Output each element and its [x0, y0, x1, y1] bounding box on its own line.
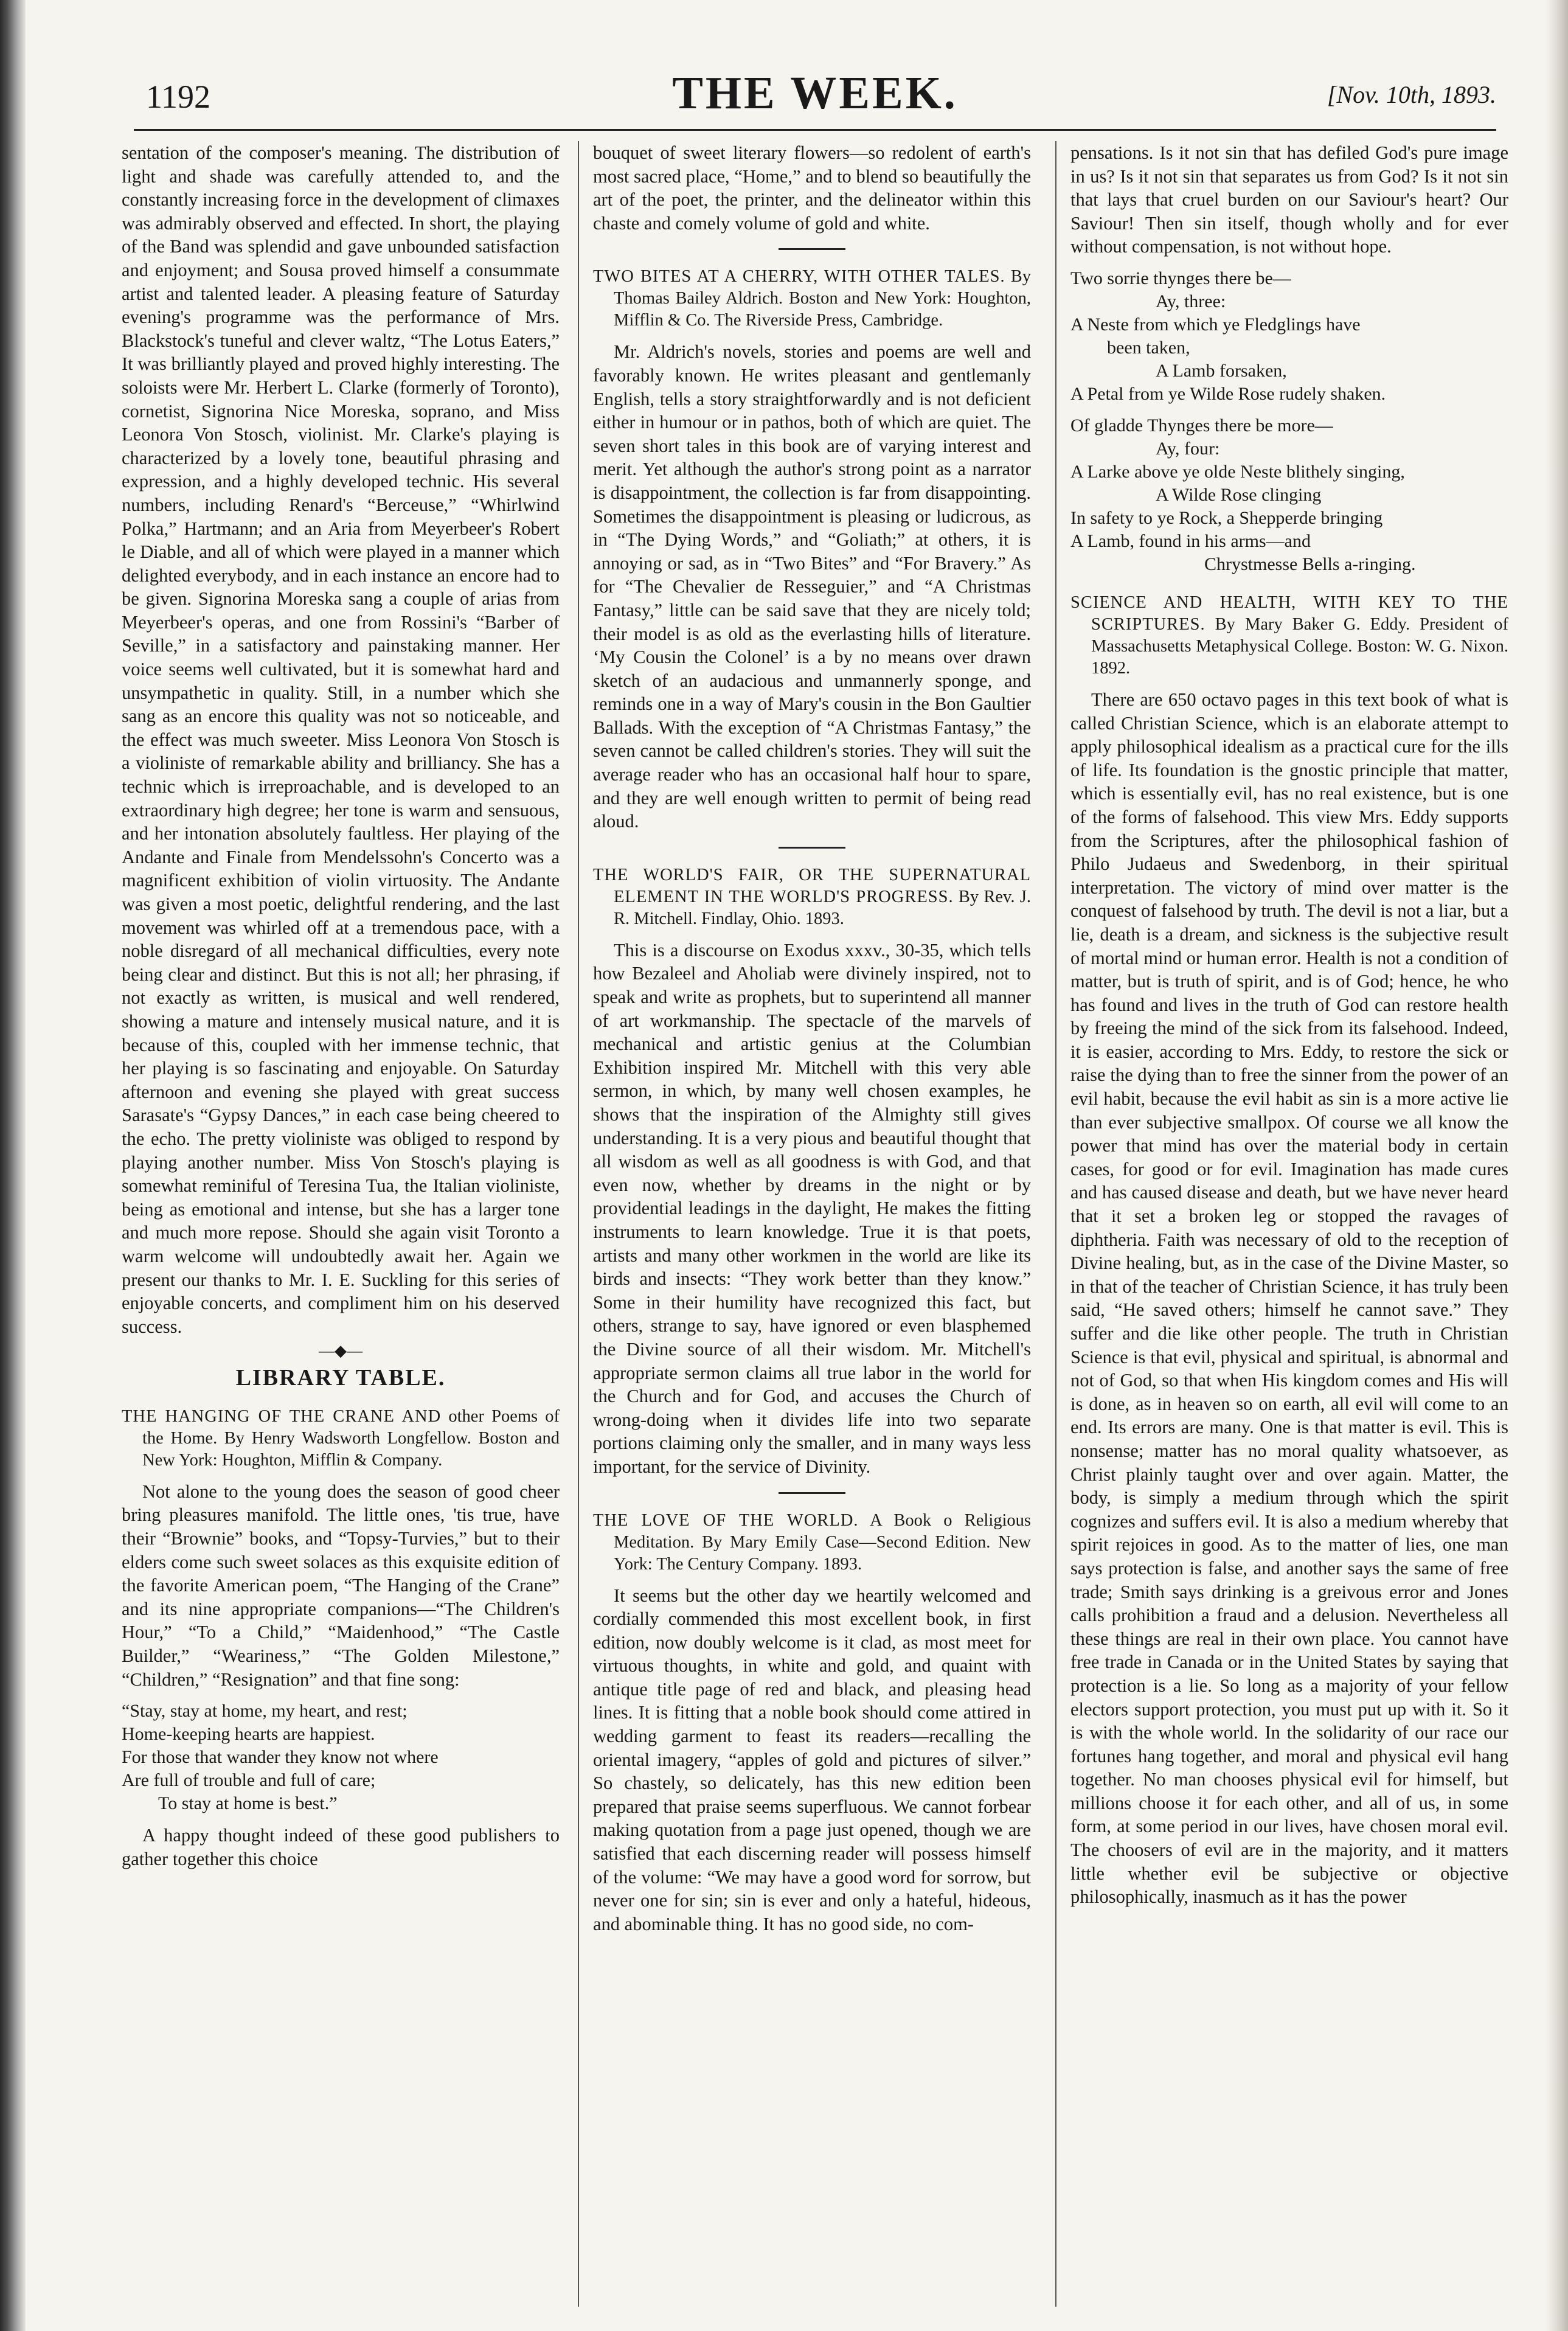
review-text: It seems but the other day we heartily welcomed and cordially commended this most excellent book, in first edition, now doubly welcome is it clad, as most meet for virtuous thoughts, in white and gold, and quaint with antique title page of red and black, and pleasing head lines. It is fitting that a noble book should come attired in wedding garment to feast its readers—recalling the oriental imagery, “apples of gold and pictures of silver.” So chastely, so delicately, has this new edition been prepared that praise seems superfluous. We cannot forbear making quotation from a page just opened, though we are satisfied that each discerning reader will possess himself of the volume: “We may have a good word for sorrow, but never one for sin; sin is ever and only a hateful, hideous, and abominable thing. It has no good side, no com-	[593, 1585, 1031, 1934]
poem-line: Are full of trouble and full of care;	[122, 1770, 376, 1791]
poem-line: A Wilde Rose clinging	[1156, 484, 1322, 505]
review-text: This is a discourse on Exodus xxxv., 30-35, which tells how Bezaleel and Aholiab were divinely inspired, not to speak and write as prophets, but to superintend all manner of art workmanship. The spectacle of the marvels of mechanical and artistic genius at the Columbian Exhibition inspired Mr. Mitchell with this very able sermon, in which, by many well chosen examples, he shows that the inspiration of the Almighty still gives understanding. It is a very pious and beautiful thought that all wisdom as well as all goodness is with God, and that even now, whether by dreams in the night or by providential leadings in the daylight, He makes the fitting instruments to learn knowledge. True it is that poets, artists and many other workmen in the world are like its birds and insects: “They work better than they know.” Some in their humility have recognized this fact, but others, strange to say, have ignored or even blasphemed the Divine source of all their wisdom. Mr. Mitchell's appropriate sermon claims all true labor in the world for the Church and for God, and accuses the Church of wrong-doing when it divides life into two separate portions claiming only the smaller, and in many ways less important, for the service of Divinity.	[593, 939, 1031, 1477]
poem-line: Two sorrie thynges there be—	[1070, 268, 1291, 288]
poem-line: Home-keeping hearts are happiest.	[122, 1724, 375, 1745]
review-heading-two-bites	[593, 266, 1031, 332]
review-publication: other Poems of the Home. By Henry Wadsworth Longfellow. Boston and New York: Houghton, Mifflin & Company.	[142, 1406, 560, 1470]
review-heading-worlds-fair	[593, 864, 1031, 930]
review-text: There are 650 octavo pages in this text book of what is called Christian Science, which is an elaborate attempt to apply philosophical idealism as a practical cure for the ills of life. Its foundation is the gnostic principle that matter, which is essentially evil, has no real existence, but is one of the forms of falsehood. This view Mrs. Eddy supports from the Scriptures, after the philosophical fashion of Philo Judaeus and Swedenborg, in their spiritual interpretation. The victory of mind over matter is the conquest of falsehood by truth. The devil is not a liar, but a lie, death is a dream, and sickness is the subjective result of mortal mind or human error. Health is not a condition of matter, but is truth of spirit, and is of God; hence, he who has found and lives in the truth of God can restore health by freeing the mind of the sick from its falsehood. Indeed, it is easier, according to Mrs. Eddy, to restore the sick or raise the dying than to free the sinner from the power of an evil habit, because the evil habit as sin is a more active lie than ever subjective smallpox. Of course we all know the power that mind has over the material body in certain cases, for good or for evil. Imagination has made cures and has caused disease and death, but we have never heard that it set a broken leg or stopped the ravages of diphtheria. Faith was necessary of old to the reception of Divine healing, but, as in the case of the Divine Master, so in that of the teacher of Christian Science, it has truly been said, “He saved others; himself he cannot save.” They suffer and die like other people. The truth in Christian Science is that evil, physical and spiritual, is abnormal and not of God, so that when His kingdom comes and His will is done, as in heaven so on earth, all evil will come to an end. Its errors are many. One is that matter is evil. This is nonsense; matter has no moral quality whatsoever, as Christ plainly taught over and over again. Matter, the body, is simply a medium through which the spirit cognizes and suffers evil. It is also a medium whereby that spirit rejoices in good. As to the matter of lies, one man says protection is false, and another says the same of free trade; Smith says drinking is a greivous error and Jones calls prohibition a fraud and a delusion. Nevertheless all these things are real in their own place. You cannot have free trade in Canada or in the United States by saying that protection is a lie. So long as a majority of your fellow electors support protection, you must put up with it. So it is with the whole world. In the solidarity of our race our fortunes hang together, and moral and physical evil hang together. No man chooses physical evil for himself, but millions choose it for each other, and all of us, in some form, at some period in our lives, have chosen moral evil. The choosers of evil are in the majority, and it matters little whether evil be subjective or objective philosophically, inasmuch as it has the power	[1070, 689, 1508, 1908]
section-rule	[779, 1492, 845, 1494]
column-divider	[578, 141, 579, 2307]
poem-line: For those that wander they know not where	[122, 1747, 439, 1768]
section-rule	[779, 847, 845, 849]
column-1	[122, 141, 560, 2307]
review-text: Mr. Aldrich's novels, stories and poems are well and favorably known. He writes pleasant and gentlemanly English, tells a story straightforwardly and is not deficient either in humour or in pathos, both of which are quiet. The seven short tales in this book are of varying interest and merit. Yet although the author's strong point as a narrator is disappointment, the collection is far from disappointing. Sometimes the disappointment is pleasing or ludicrous, as in “The Dying Words,” and “Goliath;” at others, it is annoying or sad, as in “Two Bites” and “For Bravery.” As for “The Chevalier de Resseguier,” and “A Christmas Fantasy,” little can be said save that they are nicely told; their model is as old as the everlasting hills of literature. ‘My Cousin the Colonel’ is a by no means over drawn sketch of an audacious and unmannerly sponge, and reminds one in a way of Mary's cousin in the Bon Gaultier Ballads. With the exception of “A Christmas Fantasy,” the seven cannot be called children's stories. They will suit the average reader who has an occasional half hour to spare, and they are well enough written to permit of being read aloud.	[593, 341, 1031, 832]
issue-date: [Nov. 10th, 1893.	[1327, 81, 1496, 108]
book-binding-edge	[0, 0, 26, 2331]
section-title-library-table: LIBRARY TABLE.	[235, 1365, 446, 1391]
poem-quotation	[122, 1700, 560, 1815]
review-heading-love-of-the-world	[593, 1510, 1031, 1575]
column-2	[593, 141, 1031, 2307]
poem-line: To stay at home is best.”	[158, 1793, 338, 1814]
poem-line: Of gladde Thynges there be more—	[1070, 415, 1333, 436]
review-publication: By Rev. J. R. Mitchell. Findlay, Ohio. 1893.	[614, 887, 1031, 928]
poem-line: “Stay, stay at home, my heart, and rest;	[122, 1701, 408, 1721]
review-title: THE HANGING OF THE CRANE AND	[122, 1406, 442, 1426]
review-publication: By Mary Baker G. Eddy. President of Massachusetts Metaphysical College. Boston: W. G. Nixon. 1892.	[1091, 614, 1508, 678]
poem-line: Ay, four:	[1156, 438, 1220, 459]
review-text: Not alone to the young does the season of good cheer bring pleasures manifold. The little ones, 'tis true, have their “Brownie” books, and “Topsy-Turvies,” but to their elders come such sweet solaces as this exquisite edition of the favorite American poem, “The Hanging of the Crane” and its nine appropriate companions—“The Children's Hour,” “To a Child,” “Maidenhood,” “The Castle Builder,” “Weariness,” “The Golden Milestone,” “Children,” “Resignation” and that fine song:	[122, 1481, 560, 1690]
review-title: SCIENCE AND HEALTH, WITH KEY TO THE SCRIPTURES.	[1070, 592, 1508, 634]
section-rule	[779, 248, 845, 250]
poem-line: been taken,	[1107, 337, 1190, 358]
header-rule	[134, 129, 1496, 131]
poem-quotation	[1070, 414, 1508, 576]
poem-line: Chrystmesse Bells a-ringing.	[1204, 554, 1416, 574]
review-title: THE WORLD'S FAIR, OR THE SUPERNATURAL ELEMENT IN THE WORLD'S PROGRESS.	[593, 865, 1031, 906]
review-heading-hanging-of-the-crane	[122, 1406, 560, 1471]
review-publication: A Book o Religious Meditation. By Mary Emily Case—Second Edition. New York: The Century Company. 1893.	[614, 1510, 1031, 1574]
page-number: 1192	[146, 78, 210, 115]
review-text: A happy thought indeed of these good publishers to gather together this choice	[122, 1825, 560, 1869]
column-3	[1070, 141, 1508, 2307]
poem-line: In safety to ye Rock, a Shepperde bringing	[1070, 507, 1383, 528]
masthead-title: THE WEEK.	[672, 68, 958, 119]
page-header	[134, 67, 1496, 122]
review-publication: By Thomas Bailey Aldrich. Boston and New York: Houghton, Mifflin & Co. The Riverside Press, Cambridge.	[614, 267, 1031, 330]
music-review-text: sentation of the composer's meaning. The distribution of light and shade was carefully attended to, and the constantly increasing force in the development of climaxes was admirably observed and effected. In short, the playing of the Band was splendid and gave unbounded satisfaction and enjoyment; and Sousa proved himself a consummate artist and talented leader. A pleasing feature of Saturday evening's programme was the performance of Mrs. Blackstock's tuneful and clever waltz, “The Lotus Eaters,” It was brilliantly played and proved highly interesting. The soloists were Mr. Herbert L. Clarke (formerly of Toronto), cornetist, Signorina Nice Moreska, soprano, and Miss Leonora Von Stosch, violinist. Mr. Clarke's playing is characterized by a lovely tone, beautiful phrasing and expression, and a highly developed technic. His several numbers, including Renard's “Berceuse,” “Whirlwind Polka,” Hartmann; and an Aria from Meyerbeer's Robert le Diable, and all of which were played in a manner which delighted everybody, and in each instance an encore had to be given. Signorina Moreska sang a couple of arias from Meyerbeer's operas, and one from Rossini's “Barber of Seville,” in a satisfactory and painstaking manner. Her voice seems well cultivated, but it is somewhat hard and unsympathetic in quality. Still, in a number which she sang as an encore this quality was not so noticeable, and the effect was much sweeter. Miss Leonora Von Stosch is a violiniste of remarkable ability and brilliancy. She has a technic which is irreproachable, and is developed to an extraordinary high degree; her tone is warm and sensuous, and her intonation absolutely faultless. Her playing of the Andante and Finale from Mendelssohn's Concerto was a magnificent exhibition of violin virtuosity. The Andante was given a most poetic, delightful rendering, and the last movement was whirled off at a tremendous pace, with a noble disregard of all mechanical difficulties, every note being clear and distinct. But this is not all; her phrasing, if not exactly as written, is musical and well rendered, showing a mature and intensely musical nature, and it is because of this, coupled with her immense technic, that her playing is so fascinating and enjoyable. On Saturday afternoon and evening she played with great success Sarasate's “Gypsy Dances,” in each case being cheered to the echo. The pretty violiniste was obliged to respond by playing another number. Miss Von Stosch's playing is somewhat reminiful of Teresina Tua, the Italian violiniste, being as emotional and intense, but she has a larger tone and much more repose. Should she again visit Toronto a warm welcome will undoubtedly await her. Again we present our thanks to Mr. I. E. Suckling for this series of enjoyable concerts, and compliment him on his deserved success.	[122, 142, 560, 1337]
poem-line: Ay, three:	[1156, 291, 1226, 311]
review-text: pensations. Is it not sin that has defiled God's pure image in us? Is it not sin that separates us from God? Is it not sin that lays that cruel burden on our Saviour's heart? Our Saviour! Then sin itself, though wholly and for ever without compensation, is not without hope.	[1070, 142, 1508, 257]
poem-line: A Petal from ye Wilde Rose rudely shaken.	[1070, 383, 1386, 404]
poem-line: A Larke above ye olde Neste blithely singing,	[1070, 461, 1405, 482]
review-text: bouquet of sweet literary flowers—so redolent of earth's most sacred place, “Home,” and to blend so beautifully the art of the poet, the printer, and the delineator within this chaste and comely volume of gold and white.	[593, 142, 1031, 234]
column-divider	[1055, 141, 1056, 2307]
ornament-divider: —◆—	[319, 1342, 363, 1360]
review-heading-science-and-health	[1070, 592, 1508, 679]
poem-quotation	[1070, 267, 1508, 406]
review-title: THE LOVE OF THE WORLD.	[593, 1510, 859, 1530]
poem-line: A Neste from which ye Fledglings have	[1070, 314, 1361, 335]
page-edge	[1546, 0, 1568, 2331]
review-title: TWO BITES AT A CHERRY, WITH OTHER TALES.	[593, 267, 1005, 287]
poem-line: A Lamb, found in his arms—and	[1070, 530, 1311, 551]
poem-line: A Lamb forsaken,	[1156, 360, 1287, 381]
